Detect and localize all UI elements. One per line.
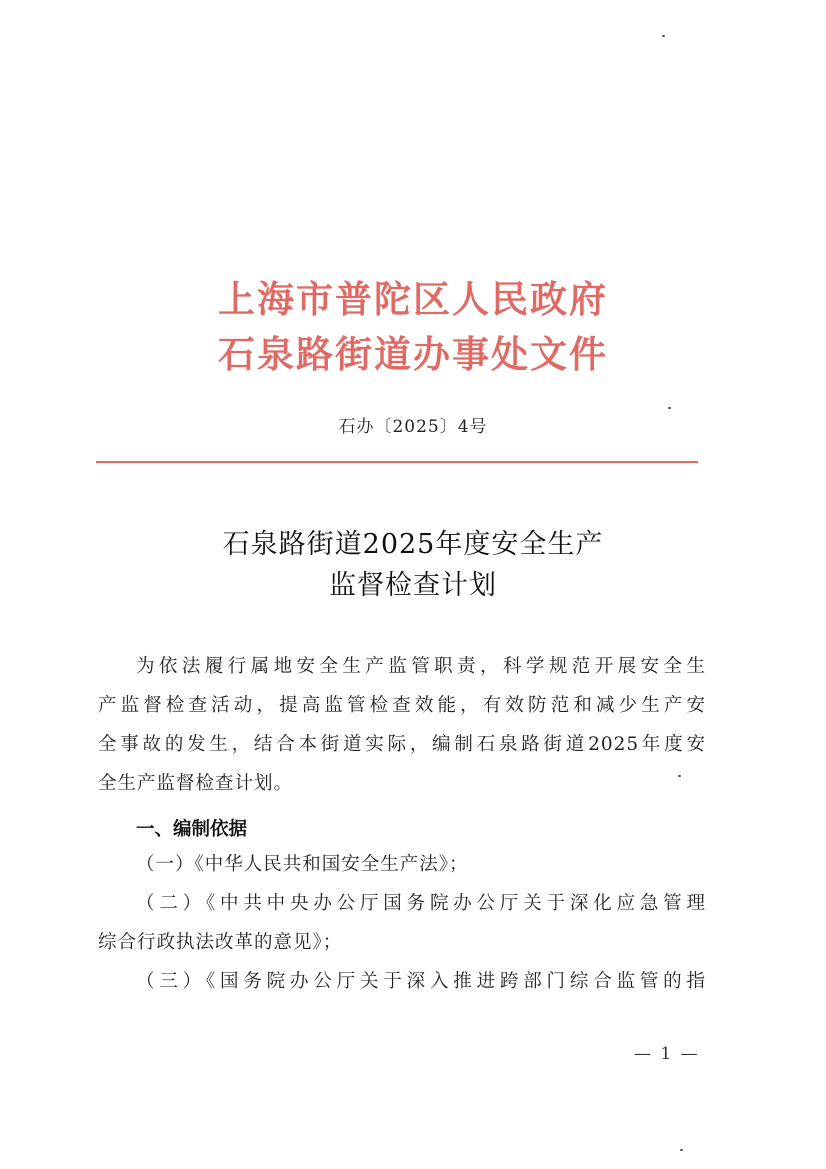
basis-item-3: （三）《国务院办公厅关于深入推进跨部门综合监管的指 <box>136 971 706 992</box>
basis-item-2: （二）《中共中央办公厅国务院办公厅关于深化应急管理 <box>136 893 706 914</box>
issuing-authority-line1: 上海市普陀区人民政府 <box>218 277 608 321</box>
basis-item-1: （一）《中华人民共和国安全生产法》； <box>136 854 469 875</box>
scan-speck <box>662 35 665 37</box>
issuing-authority-line2: 石泉路街道办事处文件 <box>218 332 608 376</box>
intro-line-2: 产监督检查活动，提高监管检查效能，有效防范和减少生产安 <box>98 695 706 716</box>
intro-line-4: 全生产监督检查计划。 <box>98 773 294 794</box>
document-number: 石办〔2025〕4号 <box>338 417 488 437</box>
document-title-line1: 石泉路街道2025年度安全生产 <box>222 529 604 560</box>
document-title-line2: 监督检查计划 <box>329 570 497 601</box>
section-heading-basis: 一、编制依据 <box>136 819 248 840</box>
intro-line-3: 全事故的发生，结合本街道实际，编制石泉路街道2025年度安 <box>98 734 706 755</box>
scan-speck <box>680 1149 683 1151</box>
scan-speck <box>678 775 681 777</box>
scan-speck <box>668 407 671 409</box>
page-number: — 1 — <box>634 1044 700 1064</box>
red-separator-line <box>96 461 698 463</box>
basis-item-2-cont: 综合行政执法改革的意见》； <box>98 932 343 953</box>
intro-line-1: 为依法履行属地安全生产监管职责，科学规范开展安全生 <box>136 656 706 677</box>
